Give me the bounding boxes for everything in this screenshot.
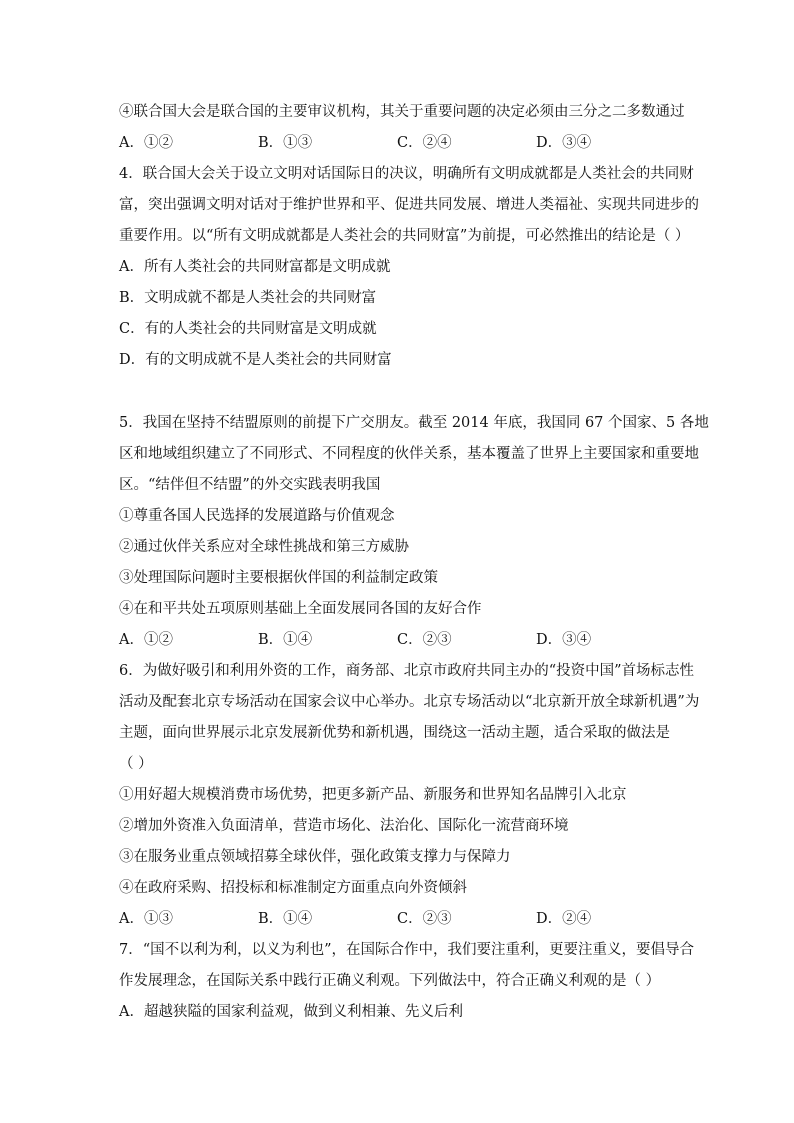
- q7-stem-line-2: 作发展理念，在国际关系中践行正确义利观。下列做法中，符合正确义利观的是（ ）: [119, 973, 661, 989]
- q6-statement-3: ③在服务业重点领域招募全球伙伴，强化政策支撑力与保障力: [119, 849, 511, 865]
- q6-stem-line-3: 主题，面向世界展示北京发展新优势和新机遇，围绕这一活动主题，适合采取的做法是: [119, 725, 670, 741]
- q4-option-a[interactable]: A．所有人类社会的共同财富都是文明成就: [119, 259, 391, 275]
- q6-statement-4: ④在政府采购、招投标和标准制定方面重点向外资倾斜: [119, 880, 467, 896]
- q6-option-a[interactable]: A．①③: [119, 911, 173, 927]
- q6-statement-2: ②增加外资准入负面清单，营造市场化、法治化、国际化一流营商环境: [119, 818, 569, 834]
- q6-stem-line-1: 6．为做好吸引和利用外资的工作，商务部、北京市政府共同主办的“投资中国”首场标志性: [119, 663, 695, 679]
- q3-option-d[interactable]: D．③④: [536, 135, 592, 151]
- q4-option-b[interactable]: B．文明成就不都是人类社会的共同财富: [119, 290, 377, 306]
- q7-option-a[interactable]: A．超越狭隘的国家利益观，做到义利相兼、先义后利: [119, 1004, 463, 1020]
- q3-option-c[interactable]: C．②④: [397, 135, 452, 151]
- q4-option-c[interactable]: C．有的人类社会的共同财富是文明成就: [119, 321, 377, 337]
- q5-statement-1: ①尊重各国人民选择的发展道路与价值观念: [119, 508, 395, 524]
- q5-option-d[interactable]: D．③④: [536, 632, 592, 648]
- q5-options: [119, 630, 679, 650]
- q5-option-b[interactable]: B．①④: [258, 632, 313, 648]
- q5-statement-3: ③处理国际问题时主要根据伙伴国的利益制定政策: [119, 570, 438, 586]
- q4-stem-line-3: 重要作用。以“所有文明成就都是人类社会的共同财富”为前提，可必然推出的结论是（ ）: [119, 228, 690, 244]
- q6-statement-1: ①用好超大规模消费市场优势，把更多新产品、新服务和世界知名品牌引入北京: [119, 787, 627, 803]
- q4-stem-line-1: 4．联合国大会关于设立文明对话国际日的决议，明确所有文明成就都是人类社会的共同财: [119, 166, 694, 182]
- q5-stem-line-3: 区。“结伴但不结盟”的外交实践表明我国: [119, 477, 381, 493]
- q6-stem-line-2: 活动及配套北京专场活动在国家会议中心举办。北京专场活动以“北京新开放全球新机遇”为: [119, 694, 700, 710]
- q4-stem-line-2: 富，突出强调文明对话对于维护世界和平、促进共同发展、增进人类福祉、实现共同进步的: [119, 197, 699, 213]
- q4-option-d[interactable]: D．有的文明成就不是人类社会的共同财富: [119, 352, 392, 368]
- q3-option-a[interactable]: A．①②: [119, 135, 173, 151]
- q3-option-b[interactable]: B．①③: [258, 135, 313, 151]
- q5-option-c[interactable]: C．②③: [397, 632, 452, 648]
- q5-stem-line-2: 区和地域组织建立了不同形式、不同程度的伙伴关系，基本覆盖了世界上主要国家和重要地: [119, 446, 699, 462]
- q5-statement-4: ④在和平共处五项原则基础上全面发展同各国的友好合作: [119, 601, 482, 617]
- q3-statement-4: ④联合国大会是联合国的主要审议机构，其关于重要问题的决定必须由三分之二多数通过: [119, 104, 685, 120]
- q6-option-b[interactable]: B．①④: [258, 911, 313, 927]
- q6-option-d[interactable]: D．②④: [536, 911, 592, 927]
- q5-option-a[interactable]: A．①②: [119, 632, 173, 648]
- q6-option-c[interactable]: C．②③: [397, 911, 452, 927]
- q6-options: [119, 909, 679, 929]
- q7-stem-line-1: 7．“国不以利为利，以义为利也”，在国际合作中，我们要注重利，更要注重义，要倡导合: [119, 942, 695, 958]
- q3-options: [119, 133, 679, 153]
- q6-stem-line-4: （ ）: [119, 756, 153, 772]
- q5-statement-2: ②通过伙伴关系应对全球性挑战和第三方威胁: [119, 539, 409, 555]
- q5-stem-line-1: 5．我国在坚持不结盟原则的前提下广交朋友。截至 2014 年底，我国同 67 个国家、5 各地: [119, 415, 709, 431]
